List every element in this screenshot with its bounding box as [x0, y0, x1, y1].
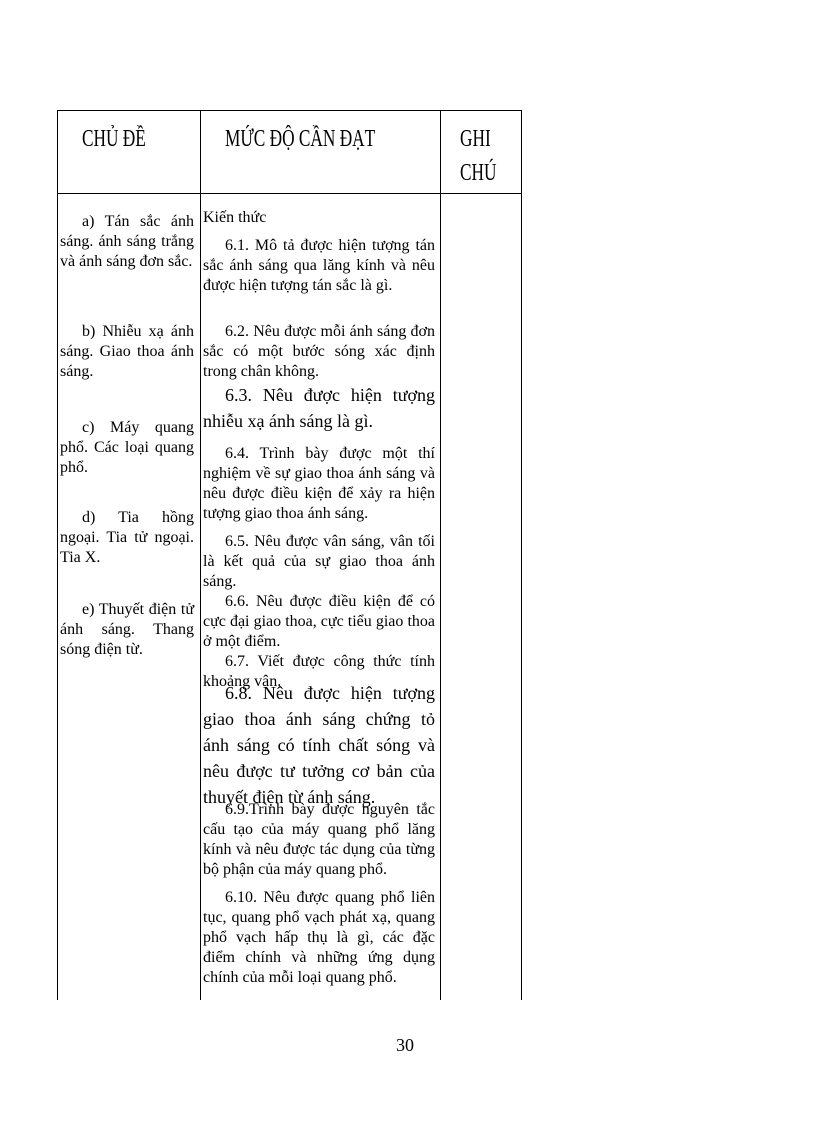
- requirement-6-6: 6.6. Nêu được điều kiện để có cực đại giao thoa, cực tiểu giao thoa ở một điểm.: [203, 593, 435, 650]
- column-divider-1: [200, 110, 201, 1000]
- requirement-6-1: 6.1. Mô tả được hiện tượng tán sắc ánh sáng qua lăng kính và nêu được hiện tượng tán sắc là gì.: [203, 237, 435, 294]
- table-border-top: [57, 110, 522, 111]
- requirement-6-10: 6.10. Nêu được quang phổ liên tục, quang phổ vạch phát xạ, quang phổ vạch hấp thụ là gì, các đặc điểm chính và những ứng dụng chính của mỗi loại quang phổ.: [203, 889, 435, 986]
- section-label: Kiến thức: [203, 209, 267, 226]
- requirement-6-7: 6.7. Viết được công thức tính khoảng vân.: [203, 653, 435, 690]
- requirement-6-3: 6.3. Nêu được hiện tượng nhiễu xạ ánh sáng là gì.: [203, 385, 435, 431]
- header-topic: CHỦ ĐỀ: [82, 126, 146, 152]
- requirement-6-5: 6.5. Nêu được vân sáng, vân tối là kết quả của sự giao thoa ánh sáng.: [203, 533, 435, 590]
- table-border-right: [521, 110, 522, 1000]
- header-divider: [57, 193, 522, 194]
- topic-a: a) Tán sắc ánh sáng. ánh sáng trắng và ánh sáng đơn sắc.: [60, 213, 194, 270]
- page-number: 30: [396, 1035, 414, 1055]
- topic-b: b) Nhiễu xạ ánh sáng. Giao thoa ánh sáng.: [60, 323, 194, 380]
- requirement-6-2: 6.2. Nêu được mỗi ánh sáng đơn sắc có một bước sóng xác định trong chân không.: [203, 323, 435, 380]
- topic-e: e) Thuyết điện tử ánh sáng. Thang sóng điện từ.: [60, 601, 194, 658]
- header-note: GHI CHÚ: [460, 126, 497, 186]
- table-border-left: [57, 110, 58, 1000]
- requirement-6-9: 6.9.Trình bày được nguyên tắc cấu tạo của máy quang phổ lăng kính và nêu được tác dụng của từng bộ phận của máy quang phổ.: [203, 801, 435, 878]
- requirement-6-8: 6.8. Nêu được hiện tượng giao thoa ánh sáng chứng tỏ ánh sáng có tính chất sóng và nêu được tư tưởng cơ bản của thuyết điện từ ánh sáng.: [203, 683, 435, 807]
- requirement-6-4: 6.4. Trình bày được một thí nghiệm về sự giao thoa ánh sáng và nêu được điều kiện để xảy ra hiện tượng giao thoa ánh sáng.: [203, 445, 435, 522]
- topic-c: c) Máy quang phổ. Các loại quang phổ.: [60, 419, 194, 476]
- topic-d: d) Tia hồng ngoại. Tia tử ngoại. Tia X.: [60, 509, 194, 566]
- header-level: MỨC ĐỘ CẦN ĐẠT: [225, 126, 376, 152]
- column-divider-2: [440, 110, 441, 1000]
